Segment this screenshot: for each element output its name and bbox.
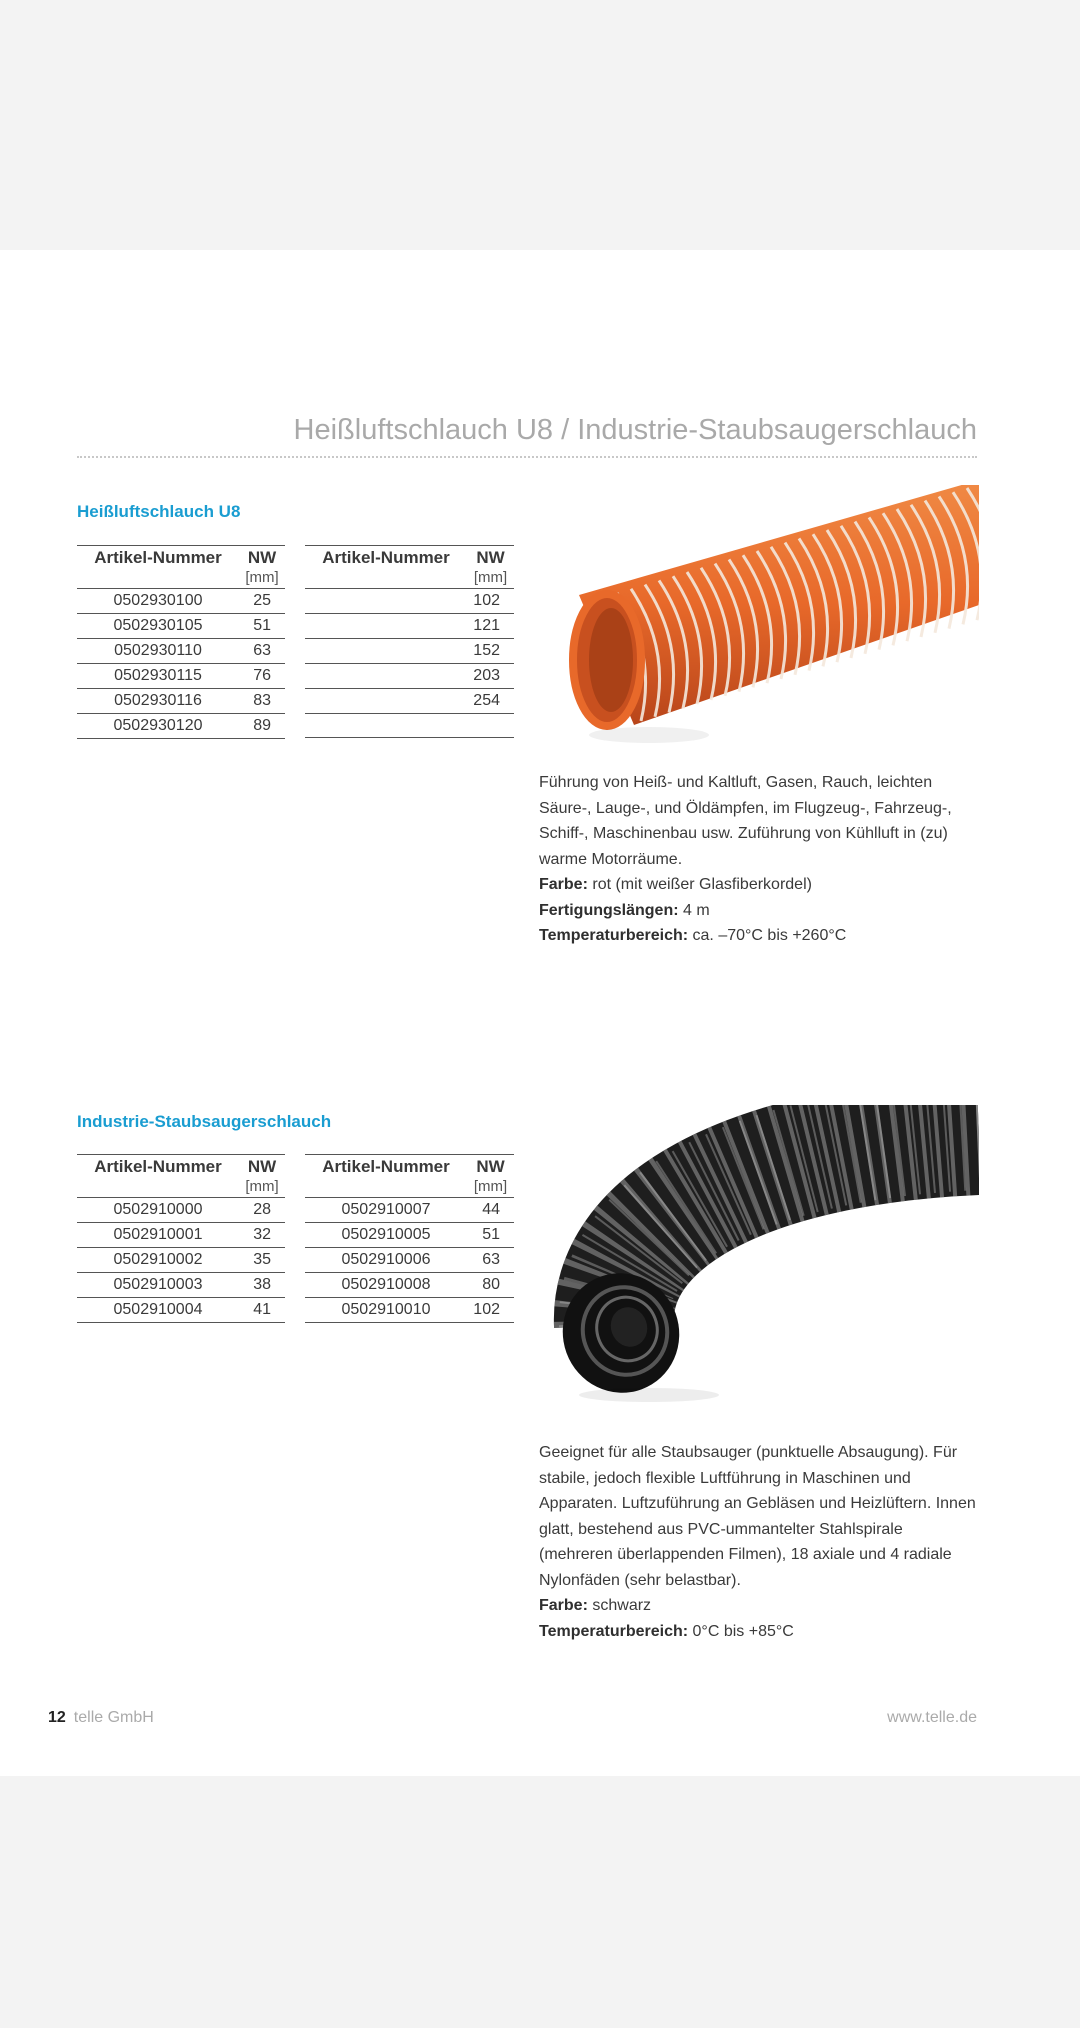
staubsauger-description <box>539 1440 979 1644</box>
article-number-cell <box>305 614 467 639</box>
article-number-cell: 0502930110 <box>114 642 202 659</box>
table-row <box>77 689 285 714</box>
col-header-article: Artikel-Nummer <box>322 548 450 567</box>
nw-cell: 25 <box>253 592 271 609</box>
article-number-cell <box>305 639 467 664</box>
table-row <box>77 664 285 689</box>
article-number-cell: 0502910010 <box>341 1301 431 1318</box>
nw-cell: 32 <box>253 1226 271 1243</box>
table-row <box>305 1298 514 1323</box>
section-heading-heissluft: Heißluftschlauch U8 <box>77 502 241 521</box>
table-row <box>77 589 285 614</box>
nw-cell: 63 <box>482 1251 500 1268</box>
company-name: telle GmbH <box>73 1709 154 1726</box>
heissluft-table-left <box>77 545 285 739</box>
nw-cell: 89 <box>253 717 271 734</box>
nw-cell: 102 <box>473 1301 500 1318</box>
nw-cell: 63 <box>253 642 271 659</box>
page-number: 12 <box>48 1709 66 1726</box>
table-row <box>305 1198 514 1223</box>
table-row <box>77 1298 285 1323</box>
article-number-cell: 0502910004 <box>113 1301 203 1318</box>
color-spec: Farbe: rot (mit weißer Glasfiberkordel) <box>539 876 812 893</box>
document-page <box>0 250 1080 1776</box>
article-number-cell <box>305 689 467 714</box>
article-number-cell: 0502930105 <box>113 617 203 634</box>
table-row <box>77 1248 285 1273</box>
heissluft-table-right <box>305 545 514 738</box>
col-header-article: Artikel-Nummer <box>94 1157 222 1176</box>
article-number-cell: 0502910003 <box>113 1276 203 1293</box>
article-number-cell <box>305 589 467 614</box>
nw-cell: 80 <box>482 1276 500 1293</box>
nw-cell: 76 <box>253 667 271 684</box>
col-header-nw: NW [mm] <box>473 1157 508 1195</box>
article-number-cell: 0502910000 <box>113 1201 203 1218</box>
temperature-spec: Temperaturbereich: ca. –70°C bis +260°C <box>539 927 847 944</box>
table-row <box>305 689 514 714</box>
heissluft-hose-image <box>539 485 979 755</box>
nw-cell: 203 <box>473 667 500 684</box>
article-number-cell: 0502910002 <box>113 1251 203 1268</box>
article-number-cell: 0502910008 <box>341 1276 431 1293</box>
table-row <box>77 1198 285 1223</box>
title-divider <box>77 456 977 458</box>
article-number-cell: 0502930120 <box>113 717 203 734</box>
article-number-cell: 0502910007 <box>341 1201 431 1218</box>
nw-cell: 41 <box>253 1301 271 1318</box>
page-title: Heißluftschlauch U8 / Industrie-Staubsaugerschlauch <box>293 414 977 446</box>
article-number-cell: 0502930116 <box>114 692 202 709</box>
table-row <box>77 714 285 739</box>
temperature-spec: Temperaturbereich: 0°C bis +85°C <box>539 1622 794 1640</box>
nw-cell: 152 <box>473 642 500 659</box>
table-row <box>77 614 285 639</box>
table-row <box>305 1248 514 1273</box>
nw-cell: 83 <box>253 692 271 709</box>
table-row <box>77 1273 285 1298</box>
table-row <box>305 1223 514 1248</box>
section-heading-staubsauger: Industrie-Staubsaugerschlauch <box>77 1112 332 1131</box>
color-spec: Farbe: schwarz <box>539 1597 652 1614</box>
nw-cell: 121 <box>473 617 500 634</box>
col-header-nw: NW [mm] <box>245 548 279 586</box>
table-row <box>305 1273 514 1298</box>
staubsauger-hose-image <box>539 1105 979 1405</box>
col-header-article: Artikel-Nummer <box>94 548 222 567</box>
article-number-cell: 0502930100 <box>113 592 203 609</box>
nw-cell: 44 <box>482 1201 500 1218</box>
nw-cell: 102 <box>473 592 500 609</box>
footer-left <box>48 1709 154 1727</box>
description-text: Führung von Heiß- und Kaltluft, Gasen, Rauch, leichten Säure-, Lauge-, und Öldämpfen, im Flugzeug-, Fahrzeug-, Schiff-, Maschinenbau usw. Zuführung von Kühlluft in (zu) warme Motorräume. <box>539 774 952 868</box>
article-number-cell <box>305 714 467 738</box>
table-row <box>305 639 514 664</box>
table-row <box>305 714 514 738</box>
table-row <box>77 1223 285 1248</box>
article-number-cell: 0502910005 <box>341 1226 431 1243</box>
table-row <box>305 664 514 689</box>
col-header-nw: NW [mm] <box>473 548 508 586</box>
table-row <box>305 614 514 639</box>
article-number-cell: 0502930115 <box>114 667 202 684</box>
article-number-cell: 0502910001 <box>113 1226 203 1243</box>
nw-cell <box>467 714 514 738</box>
footer-website[interactable]: www.telle.de <box>887 1709 977 1726</box>
nw-cell: 35 <box>253 1251 271 1268</box>
staubsauger-table-left <box>77 1154 285 1323</box>
col-header-nw: NW [mm] <box>245 1157 279 1195</box>
table-row <box>305 589 514 614</box>
col-header-article: Artikel-Nummer <box>322 1157 450 1176</box>
nw-cell: 28 <box>253 1201 271 1218</box>
description-text: Geeignet für alle Staubsauger (punktuelle Absaugung). Für stabile, jedoch flexible Luftführung in Maschinen und Apparaten. Luftzuführung an Gebläsen und Heizlüftern. Innen glatt, bestehend aus PVC-ummantelter Stahlspirale (mehreren überlappenden Filmen), 18 axiale und 4 radiale Nylonfäden (sehr belastbar). <box>539 1444 976 1589</box>
nw-cell: 51 <box>253 617 271 634</box>
staubsauger-table-right <box>305 1154 514 1323</box>
heissluft-description <box>539 770 979 949</box>
nw-cell: 254 <box>473 692 500 709</box>
article-number-cell <box>305 664 467 689</box>
nw-cell: 51 <box>482 1226 500 1243</box>
length-spec: Fertigungslängen: 4 m <box>539 901 710 919</box>
table-row <box>77 639 285 664</box>
article-number-cell: 0502910006 <box>341 1251 431 1268</box>
nw-cell: 38 <box>253 1276 271 1293</box>
